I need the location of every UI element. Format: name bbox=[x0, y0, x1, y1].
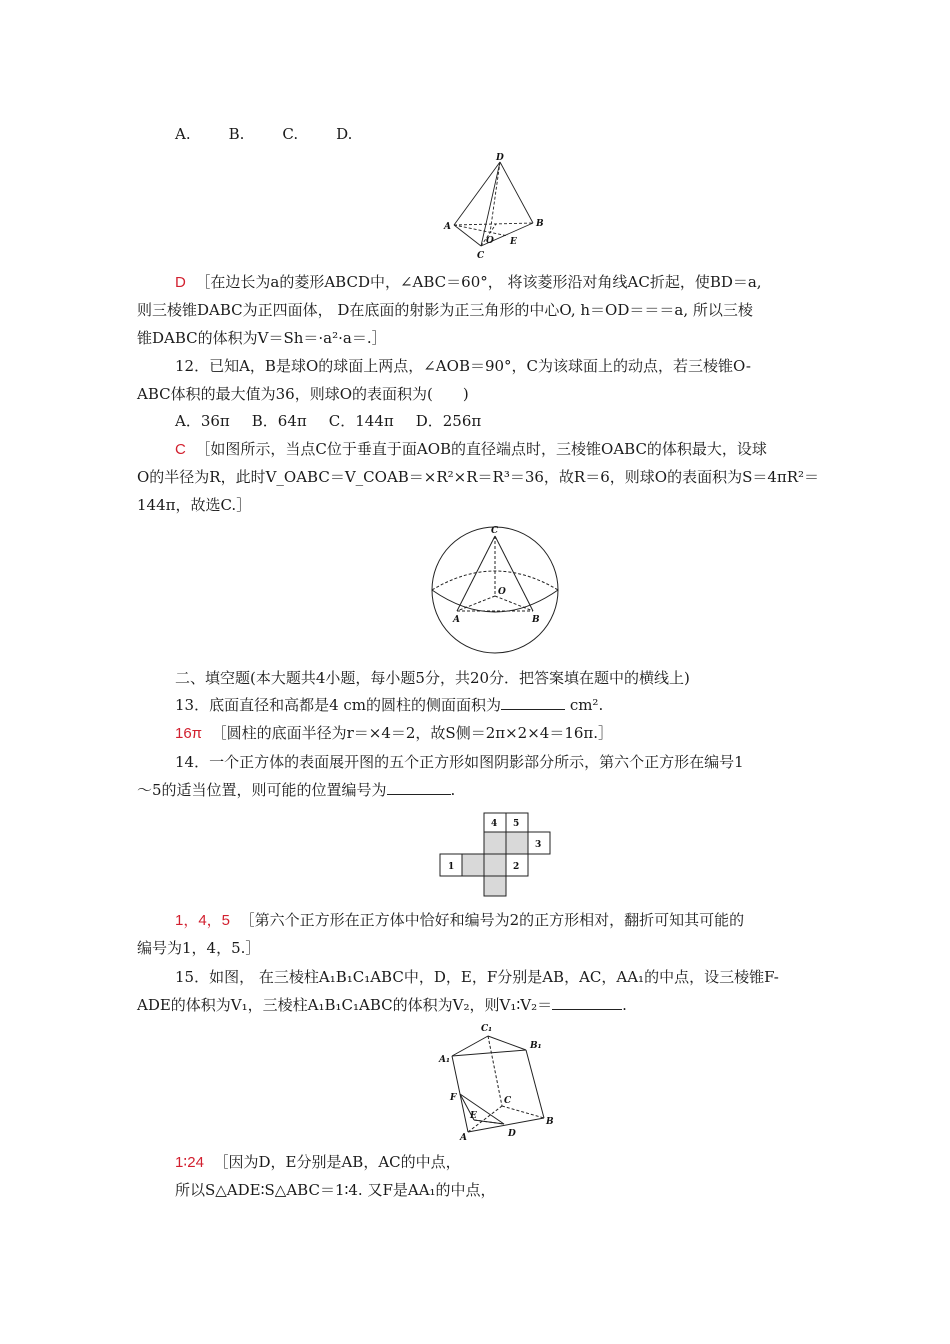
q11-label-b: B bbox=[536, 219, 544, 229]
q15-label-d: D bbox=[508, 1129, 516, 1139]
q15-question-line-2: ADE的体积为V₁，三棱柱A₁B₁C₁ABC的体积为V₂，则V₁∶V₂＝ . bbox=[137, 996, 627, 1014]
q14-cube-net-figure bbox=[438, 812, 554, 898]
q12-label-c: C bbox=[491, 526, 499, 536]
q14-answer-blank bbox=[387, 780, 451, 795]
q12-explanation-line-2: O的半径为R，此时V_OABC＝V_COAB＝×R²×R＝R³＝36，故R＝6，则球O的表面积为S＝4πR²＝ bbox=[137, 468, 820, 486]
q14-grid-4: 4 bbox=[491, 819, 498, 829]
q13-answer-blank bbox=[501, 695, 565, 710]
q12-sphere-figure bbox=[425, 522, 565, 656]
q11-explanation-line-2: 则三棱锥DABC为正四面体， D在底面的射影为正三角形的中心O, h＝OD＝＝＝a, 所以三棱 bbox=[137, 301, 753, 319]
q14-question-line-2: ～5的适当位置，则可能的位置编号为 . bbox=[137, 781, 456, 799]
q15-explanation-line-1: 1∶24 ［因为D，E分别是AB，AC的中点， bbox=[175, 1153, 461, 1171]
q12-option-c: C．144π bbox=[328, 412, 394, 430]
q11-label-e: E bbox=[510, 237, 517, 247]
q15-label-c: C bbox=[504, 1096, 512, 1106]
q12-label-o: O bbox=[498, 587, 506, 597]
q15-answer-blank bbox=[552, 995, 622, 1010]
q13-answer: 16π bbox=[175, 725, 203, 742]
q15-answer: 1∶24 bbox=[175, 1154, 204, 1171]
q14-grid-5: 5 bbox=[513, 819, 520, 829]
q14-explanation-line-1: 1，4，5 ［第六个正方形在正方体中恰好和编号为2的正方形相对，翻折可知其可能的 bbox=[175, 911, 745, 929]
q12-options bbox=[175, 411, 519, 431]
q11-option-c: C. bbox=[282, 125, 299, 143]
q12-option-d: D．256π bbox=[415, 412, 482, 430]
section-2-heading: 二、填空题(本大题共4小题，每小题5分，共20分．把答案填在题中的横线上) bbox=[175, 669, 690, 687]
q11-option-b: B. bbox=[228, 125, 245, 143]
q14-question-line-1: 14．一个正方体的表面展开图的五个正方形如图阴影部分所示，第六个正方形在编号1 bbox=[175, 753, 744, 771]
q15-question-line-1: 15．如图， 在三棱柱A₁B₁C₁ABC中，D，E，F分别是AB，AC，AA₁的中点，设三棱锥F- bbox=[175, 968, 779, 986]
q15-label-b: B bbox=[546, 1117, 554, 1127]
q12-option-b: B．64π bbox=[251, 412, 307, 430]
q14-grid-3: 3 bbox=[535, 840, 542, 850]
q14-grid-2: 2 bbox=[513, 862, 520, 872]
q15-prism-figure bbox=[436, 1020, 560, 1142]
q11-explanation-line-3: 锥DABC的体积为V＝Sh＝·a²·a＝.］ bbox=[137, 329, 387, 347]
q15-label-c1: C₁ bbox=[481, 1024, 493, 1034]
q11-option-a: A. bbox=[175, 125, 191, 143]
q12-label-a: A bbox=[453, 615, 460, 625]
q15-label-b1: B₁ bbox=[530, 1041, 542, 1051]
q14-explanation-line-2: 编号为1，4，5.］ bbox=[137, 939, 261, 957]
q12-explanation-line-3: 144π，故选C.］ bbox=[137, 496, 252, 514]
q15-label-e: E bbox=[470, 1111, 477, 1121]
q13-question: 13．底面直径和高都是4 cm的圆柱的侧面面积为 cm². bbox=[175, 696, 604, 714]
q11-options bbox=[175, 124, 390, 144]
q15-label-a: A bbox=[460, 1133, 467, 1142]
q12-question-line-2: ABC体积的最大值为36，则球O的表面积为( ) bbox=[137, 385, 469, 403]
q15-label-f: F bbox=[450, 1093, 457, 1103]
q11-tetrahedron-figure bbox=[438, 150, 550, 262]
q15-label-a1: A₁ bbox=[439, 1055, 450, 1065]
q11-option-d: D. bbox=[336, 125, 353, 143]
q12-question-line-1: 12．已知A，B是球O的球面上两点，∠AOB＝90°，C为该球面上的动点，若三棱锥O- bbox=[175, 357, 751, 375]
q15-explanation-line-2: 所以S△ADE∶S△ABC＝1∶4. 又F是AA₁的中点， bbox=[175, 1181, 496, 1199]
q11-explanation-line-1: D ［在边长为a的菱形ABCD中，∠ABC＝60°， 将该菱形沿对角线AC折起，使BD＝a, bbox=[175, 273, 762, 291]
q11-label-a: A bbox=[444, 222, 451, 232]
q11-label-c: C bbox=[477, 251, 485, 261]
q12-option-a: A．36π bbox=[175, 412, 230, 430]
q11-label-d: D bbox=[496, 153, 504, 163]
q14-grid-1: 1 bbox=[448, 862, 455, 872]
q12-explanation-line-1: C ［如图所示，当点C位于垂直于面AOB的直径端点时，三棱锥OABC的体积最大，设球 bbox=[175, 440, 767, 458]
q12-label-b: B bbox=[532, 615, 540, 625]
q12-answer: C bbox=[175, 441, 186, 458]
q13-explanation: 16π ［圆柱的底面半径为r＝×4＝2，故S侧＝2π×2×4＝16π.］ bbox=[175, 724, 614, 742]
q11-label-o: O bbox=[486, 236, 494, 246]
q11-answer: D bbox=[175, 274, 186, 291]
q14-answer: 1，4，5 bbox=[175, 912, 231, 929]
